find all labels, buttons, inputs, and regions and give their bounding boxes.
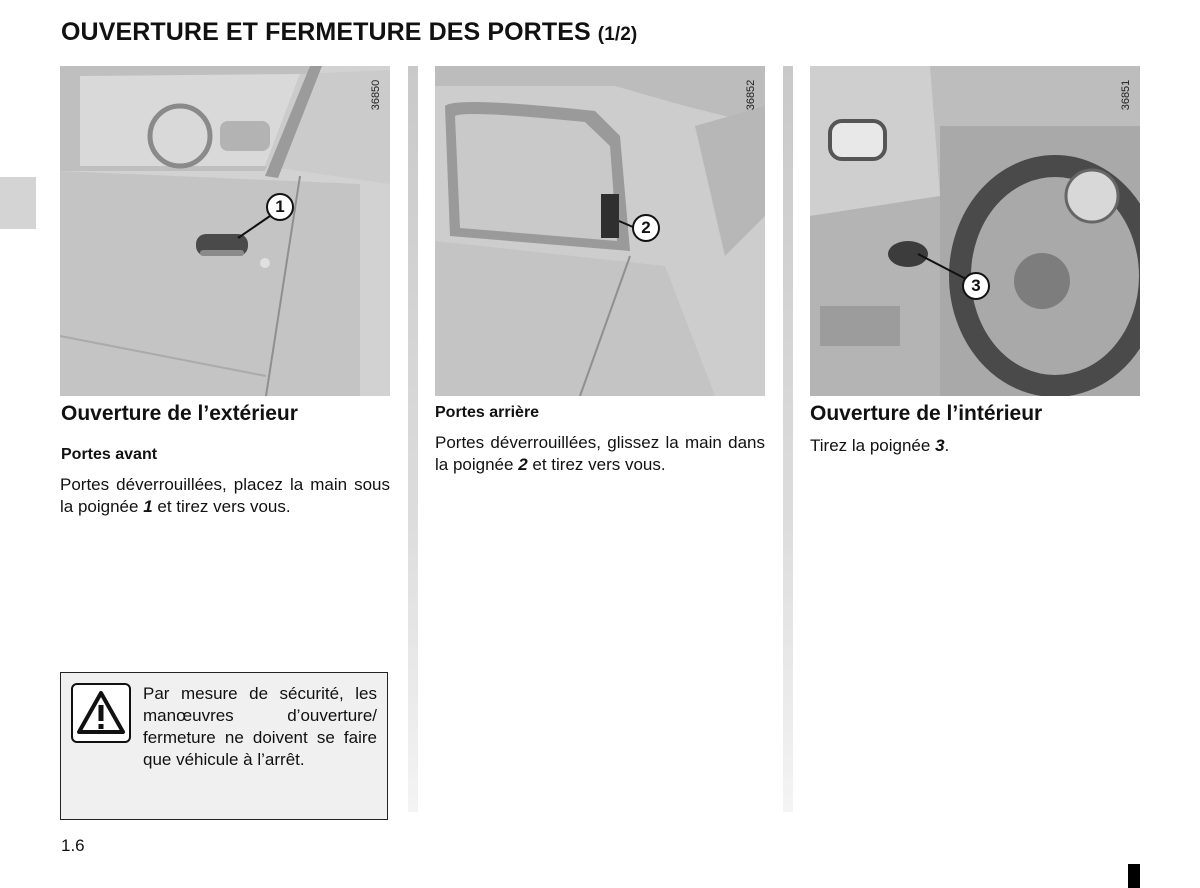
figure-ref-number: 36851 [1120,79,1132,111]
paragraph-rear-doors: Portes déverrouillées, glissez la main dans la poignée 2 et tirez vers vous. [435,433,765,474]
subheading-front-doors: Portes avant [61,446,158,463]
figure-rear-door-exterior [435,66,765,396]
figure-ref-number: 36852 [745,79,757,111]
ref-number: 3 [935,436,945,455]
figure-ref-number: 36850 [370,79,382,111]
column-divider [783,66,793,812]
column-divider [408,66,418,812]
chapter-tab [0,177,36,229]
figure-front-door-exterior [60,66,390,396]
page-title-suffix: (1/2) [597,24,638,45]
figure-interior [810,66,1140,396]
corner-mark [1128,864,1140,888]
page-number: 1.6 [61,836,85,855]
section-heading-interior: Ouverture de l’intérieur [810,402,1043,425]
ref-number: 2 [518,455,528,474]
paragraph-interior: Tirez la poignée 3. [810,436,950,455]
callout-1: 1 [266,193,294,221]
subheading-rear-doors: Portes arrière [435,404,540,421]
warning-text: Par mesure de sécurité, les manœuvres d’ouverture/ fermeture ne doivent se faire que véhicule à l’arrêt. [143,684,377,769]
paragraph-front-doors: Portes déverrouillées, placez la main sous la poignée 1 et tirez vers vous. [60,475,390,516]
callout-2: 2 [632,214,660,242]
safety-warning-box [60,672,388,820]
page-title [61,18,637,47]
warning-triangle-icon [71,683,131,743]
section-heading-exterior: Ouverture de l’extérieur [61,402,298,425]
callout-3: 3 [962,272,990,300]
page-title-text: OUVERTURE ET FERMETURE DES PORTES [61,18,591,46]
ref-number: 1 [143,497,153,516]
